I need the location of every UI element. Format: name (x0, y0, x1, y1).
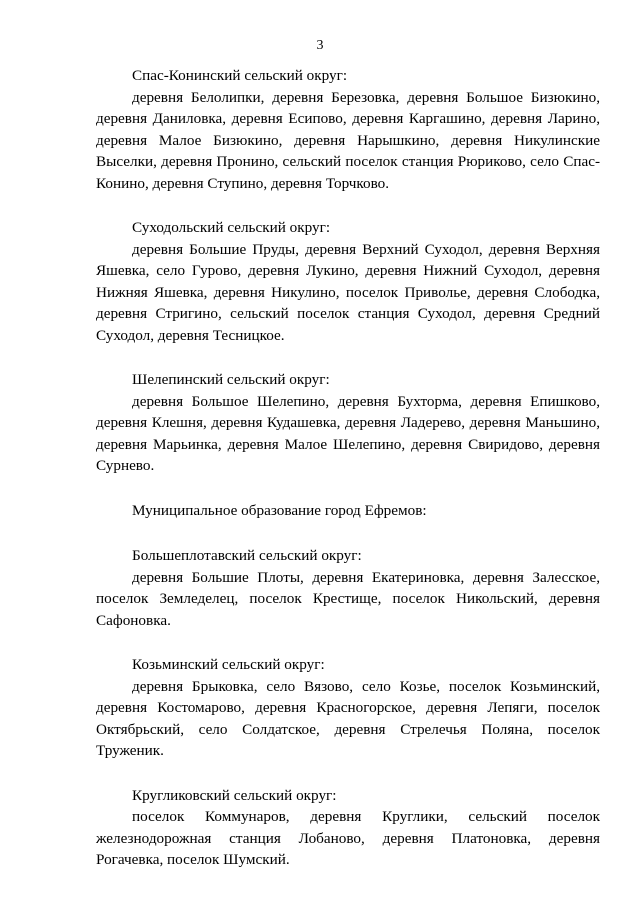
section-heading: Козьминский сельский округ: (132, 656, 325, 673)
section-heading: Кругликовский сельский округ: (132, 786, 337, 804)
municipality-heading: Муниципальное образование город Ефремов: (132, 501, 427, 519)
section-text: поселок Коммунаров, деревня Круглики, сельский поселок железнодорожная станция Лобаново, деревня Платоновка, деревня Рогачевка, поселок Шумский. (96, 808, 600, 868)
section-heading: Большеплотавский сельский округ: (132, 547, 362, 564)
page-number: 3 (316, 38, 324, 53)
section-shelepinsky (96, 369, 600, 477)
section-sukhodolsky (96, 217, 600, 346)
section-kruglikovsky (96, 785, 600, 871)
section-spas-koninsky (96, 65, 600, 194)
document-body (96, 65, 600, 894)
section-bolsheplotavsky (96, 545, 600, 631)
section-text: деревня Большие Пруды, деревня Верхний Суходол, деревня Верхняя Яшевка, село Гурово, деревня Лукино, деревня Нижний Суходол, деревня Нижняя Яшевка, деревня Никулино, поселок Приволье, деревня Слободка, деревня Стригино, сельский поселок станция Суходол, деревня Средний Суходол, деревня Тесницкое. (96, 240, 600, 344)
section-text: деревня Белолипки, деревня Березовка, деревня Большое Бизюкино, деревня Даниловка, деревня Есипово, деревня Каргашино, деревня Ларино, деревня Малое Бизюкино, деревня Нарышкино, деревня Никулинские Выселки, деревня Пронино, сельский поселок станция Рюриково, село Спас-Конино, деревня Ступино, деревня Торчково. (96, 88, 600, 192)
section-text: деревня Большие Плоты, деревня Екатериновка, деревня Залесское, поселок Земледелец, поселок Крестище, поселок Никольский, деревня Сафоновка. (96, 568, 600, 629)
section-heading: Шелепинский сельский округ: (132, 371, 330, 388)
section-heading: Спас-Конинский сельский округ: (132, 67, 348, 84)
section-text: деревня Брыковка, село Вязово, село Козье, поселок Козьминский, деревня Костомарово, деревня Красногорское, деревня Лепяги, поселок Октябрьский, село Солдатское, деревня Стрелечья Поляна, поселок Труженик. (96, 677, 600, 759)
section-text: деревня Большое Шелепино, деревня Бухторма, деревня Епишково, деревня Клешня, деревня Кудашевка, деревня Ладерево, деревня Маньшино, деревня Марьинка, деревня Малое Шелепино, деревня Свиридово, деревня Сурнево. (96, 392, 600, 474)
section-kozminsky (96, 654, 600, 762)
section-heading: Суходольский сельский округ: (132, 219, 331, 236)
